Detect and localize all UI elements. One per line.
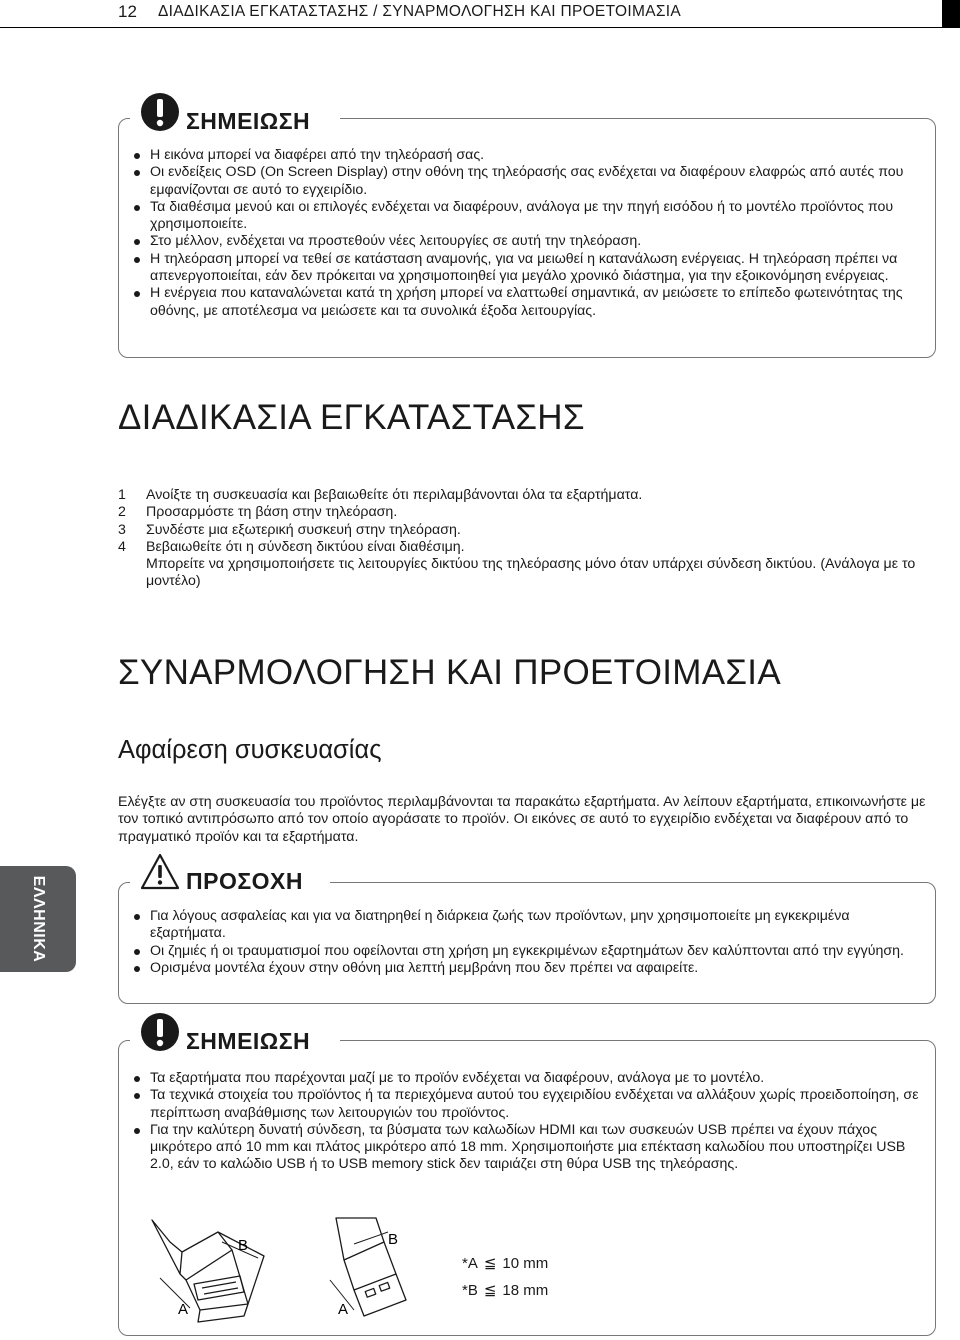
dimension-label-a: A: [338, 1301, 349, 1318]
note-1-list: [132, 147, 922, 320]
dimension-name: *B: [462, 1282, 478, 1299]
usb-dimension-figure: [140, 1212, 420, 1334]
caution-box-heading: [130, 852, 330, 904]
dimension-row-a: [462, 1250, 548, 1277]
step-text: Ανοίξτε τη συσκευασία και βεβαιωθείτε ότι περιλαμβάνονται όλα τα εξαρτήματα.: [146, 487, 643, 503]
list-item: Η εικόνα μπορεί να διαφέρει από την τηλεόρασή σας.: [132, 147, 922, 164]
dimension-name: *A: [462, 1255, 478, 1272]
section-title-assembly: ΣΥΝΑΡΜΟΛΟΓΗΣΗ ΚΑΙ ΠΡΟΕΤΟΙΜΑΣΙΑ: [118, 653, 781, 692]
list-item: Στο μέλλον, ενδέχεται να προστεθούν νέες λειτουργίες σε αυτή την τηλεόραση.: [132, 233, 922, 250]
step-number: 4: [118, 538, 126, 555]
step-number: 2: [118, 504, 126, 521]
list-item: Για λόγους ασφαλείας και για να διατηρηθεί η διάρκεια ζωής των προϊόντων, μην χρησιμοποιείτε μη εγκεκριμένα εξαρτήματα.: [132, 908, 922, 943]
caution-label: ΠΡΟΣΟΧΗ: [186, 868, 303, 894]
unpacking-intro: Ελέγξτε αν στη συσκευασία του προϊόντος περιλαμβάνονται τα παρακάτω εξαρτήματα. Αν λείπουν εξαρτήματα, επικοινωνήστε με τον τοπικό αντιπρόσωπο από τον οποίο αγοράσατε το προϊόν. Οι εικόνες σε αυτό το εγχειρίδιο ενδέχεται να διαφέρουν από το πραγματικό προϊόν και τα εξαρτήματα.: [118, 794, 926, 845]
list-item: [118, 522, 938, 539]
running-title: ΔΙΑΔΙΚΑΣΙΑ ΕΓΚΑΤΑΣΤΑΣΗΣ / ΣΥΝΑΡΜΟΛΟΓΗΣΗ ΚΑΙ ΠΡΟΕΤΟΙΜΑΣΙΑ: [158, 3, 682, 20]
list-item: Οι ενδείξεις OSD (On Screen Display) στην οθόνη της τηλεόρασής σας ενδέχεται να διαφέρουν ελαφρώς από αυτές που εμφανίζονται σε αυτό το εγχειρίδιο.: [132, 164, 922, 199]
dimension-limits: [462, 1250, 548, 1304]
note-box-1-heading: [130, 92, 340, 144]
list-item: Ορισμένα μοντέλα έχουν στην οθόνη μια λεπτή μεμβράνη που δεν πρέπει να αφαιρείτε.: [132, 960, 922, 977]
list-item: Η τηλεόραση μπορεί να τεθεί σε κατάσταση αναμονής, για να μειωθεί η κατανάλωση ενέργειας. Η τηλεόραση πρέπει να απενεργοποιείται, εάν δεν πρόκειται να χρησιμοποιηθεί για μεγάλο χρονικό διάστημα, για την εξοικονόμηση ενέργειας.: [132, 251, 922, 286]
note-label: ΣΗΜΕΙΩΣΗ: [186, 108, 311, 134]
step-number: 1: [118, 487, 126, 503]
less-equal-symbol: ≦: [483, 1255, 497, 1272]
step-text: Συνδέστε μια εξωτερική συσκευή στην τηλεόραση.: [146, 521, 461, 538]
list-item: Τα εξαρτήματα που παρέχονται μαζί με το προϊόν ενδέχεται να διαφέρουν, ανάλογα με το μοντέλο.: [132, 1070, 922, 1087]
list-item: [118, 504, 938, 521]
dimension-label-b: B: [388, 1231, 399, 1248]
step-text: Βεβαιωθείτε ότι η σύνδεση δικτύου είναι διαθέσιμη.: [146, 538, 465, 555]
section-title-installation: ΔΙΑΔΙΚΑΣΙΑ ΕΓΚΑΤΑΣΤΑΣΗΣ: [118, 398, 585, 437]
dimension-value: 10 mm: [502, 1255, 549, 1272]
list-item: [118, 487, 938, 504]
exclamation-icon: [140, 92, 180, 132]
caution-list: [132, 908, 922, 977]
page-header: [118, 0, 960, 28]
dimension-label-b: B: [238, 1237, 249, 1254]
warning-triangle-icon: [140, 852, 180, 892]
step-number: 3: [118, 521, 126, 538]
dimension-value: 18 mm: [502, 1282, 549, 1299]
exclamation-icon: [140, 1012, 180, 1052]
list-item: Για την καλύτερη δυνατή σύνδεση, τα βύσματα των καλωδίων HDMI και των συσκευών USB πρέπει να έχουν πάχος μικρότερο από 10 mm και πλάτος μικρότερο από 18 mm. Χρησιμοποιήστε μια επέκταση καλωδίου που υποστηρίζει USB 2.0, εάν το καλώδιο USB ή το USB memory stick δεν ταιριάζει στη θύρα USB της τηλεόρασης.: [132, 1122, 922, 1174]
hdmi-plug-drawing: [152, 1220, 264, 1322]
dimension-label-a: A: [178, 1301, 189, 1318]
list-item: Τα διαθέσιμα μενού και οι επιλογές ενδέχεται να διαφέρουν, ανάλογα με την πηγή εισόδου ή το μοντέλο προϊόντος που χρησιμοποιείτε.: [132, 199, 922, 234]
page-number: 12: [118, 2, 137, 21]
list-item: Η ενέργεια που καταναλώνεται κατά τη χρήση μπορεί να ελαττωθεί σημαντικά, αν μειώσετε το επίπεδο φωτεινότητας της οθόνης, με αποτέλεσμα να μειώσετε και τα συνολικά έξοδα λειτουργίας.: [132, 285, 922, 320]
dimension-row-b: [462, 1277, 548, 1304]
subsection-title-unpacking: Αφαίρεση συσκευασίας: [118, 736, 382, 764]
language-side-tab: [0, 866, 76, 972]
note-label: ΣΗΜΕΙΩΣΗ: [186, 1028, 311, 1054]
list-item: Οι ζημιές ή οι τραυματισμοί που οφείλονται στη χρήση μη εγκεκριμένων εξαρτημάτων δεν καλύπτονται από την εγγύηση.: [132, 943, 922, 960]
note-2-list: [132, 1070, 922, 1174]
less-equal-symbol: ≦: [483, 1282, 497, 1299]
language-label: ΕΛΛΗΝΙΚΑ: [30, 875, 47, 963]
step-extra-text: Μπορείτε να χρησιμοποιήσετε τις λειτουργίες δικτύου της τηλεόρασης μόνο όταν υπάρχει σύνδεση δικτύου. (Ανάλογα με το μοντέλο): [146, 556, 916, 590]
step-text: Προσαρμόστε τη βάση στην τηλεόραση.: [146, 504, 398, 521]
note-box-2-heading: [130, 1012, 340, 1064]
installation-steps: [118, 487, 938, 591]
list-item: Τα τεχνικά στοιχεία του προϊόντος ή τα περιεχόμενα αυτού του εγχειριδίου ενδέχεται να αλλάξουν χωρίς προειδοποίηση, σε περίπτωση αναβάθμισης των λειτουργιών του προϊόντος.: [132, 1087, 922, 1122]
list-item: [118, 539, 938, 591]
